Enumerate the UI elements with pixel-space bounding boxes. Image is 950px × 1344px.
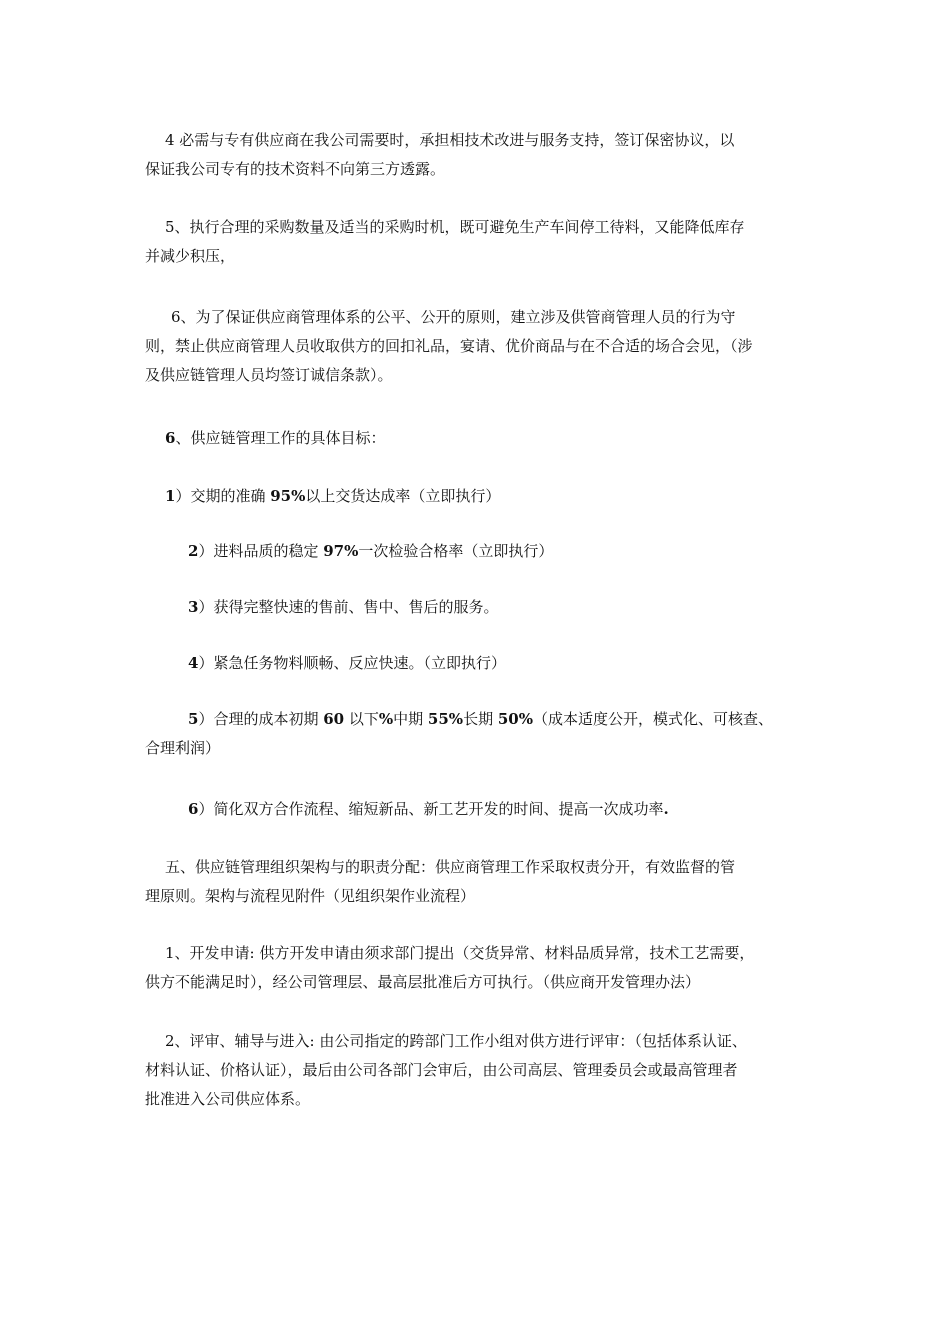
item-number: 6 <box>188 800 199 818</box>
text-line: 五、供应链管理组织架构与的职责分配：供应商管理工作采取权责分开，有效监督的管 <box>165 858 736 876</box>
item-text: ）进料品质的稳定 <box>198 542 324 560</box>
item-number: 2 <box>188 542 199 560</box>
item-text: ）简化双方合作流程、缩短新品、新工艺开发的时间、提高一次成功率 <box>198 800 664 818</box>
text-line: 4 必需与专有供应商在我公司需要时，承担相技术改进与服务支持，签订保密协议，以 <box>165 131 735 149</box>
text-line <box>145 593 810 622</box>
goal-item-2 <box>145 537 810 566</box>
item-text: ）合理的成本初期 <box>198 710 324 728</box>
text-line <box>145 705 810 734</box>
text-line: 6、为了保证供应商管理体系的公平、公开的原则，建立涉及供管商管理人员的行为守 <box>171 308 736 326</box>
goal-item-5 <box>145 705 810 763</box>
text-line: 2、评审、辅导与进入: 由公司指定的跨部门工作小组对供方进行评审：（包括体系认证、 <box>165 1032 747 1050</box>
paragraph-goals-heading <box>145 424 810 453</box>
goal-item-6 <box>145 795 810 824</box>
item-number: 4 <box>188 654 199 672</box>
text-line: 合理利润） <box>145 739 221 757</box>
item-text: 长期 <box>463 710 498 728</box>
text-line: 保证我公司专有的技术资料不向第三方透露。 <box>145 160 446 178</box>
text-line: 并减少积压， <box>145 247 236 265</box>
text-line <box>145 795 810 824</box>
text-line: 1、开发申请: 供方开发申请由须求部门提出（交货异常、材料品质异常，技术工艺需要， <box>165 944 755 962</box>
text-line: 5、执行合理的采购数量及适当的采购时机，既可避免生产车间停工待料，又能降低库存 <box>165 218 745 236</box>
item-figure: 55% <box>427 710 464 728</box>
text-line: 则，禁止供应商管理人员收取供方的回扣礼品，宴请、优价商品与在不合适的场合会见，（涉 <box>145 337 753 355</box>
item-text: ）交期的准确 <box>175 487 271 505</box>
item-text: 以上交货达成率（立即执行） <box>305 487 501 505</box>
item-figure: . <box>663 800 669 818</box>
paragraph-item4-supplier-confidentiality <box>145 126 810 184</box>
text-line <box>145 537 810 566</box>
item-figure: 60 <box>323 710 345 728</box>
paragraph-development-application <box>145 939 810 997</box>
text-line <box>145 649 810 678</box>
text-line: 及供应链管理人员均签订诚信条款）。 <box>145 366 393 384</box>
item-text: 一次检验合格率（立即执行） <box>358 542 554 560</box>
item-figure: 50% <box>497 710 533 728</box>
item-figure: 95% <box>270 487 306 505</box>
item-number: 1 <box>165 487 176 505</box>
text-line: 批准进入公司供应体系。 <box>145 1090 311 1108</box>
item-figure: 97% <box>323 542 359 560</box>
goal-item-4 <box>145 649 810 678</box>
item-text: ）紧急任务物料顺畅、反应快速。（立即执行） <box>198 654 506 672</box>
text-line <box>145 424 810 453</box>
item-number: 3 <box>188 598 199 616</box>
item-figure: % <box>378 710 394 728</box>
item-text: 中期 <box>393 710 428 728</box>
paragraph-item6-fair-principles <box>145 303 810 390</box>
item-text: ）获得完整快速的售前、售中、售后的服务。 <box>198 598 499 616</box>
text-line: 材料认证、价格认证），最后由公司各部门会审后，由公司高层、管理委员会或最高管理者 <box>145 1061 738 1079</box>
paragraph-section5-org-structure <box>145 853 810 911</box>
item-text: 以下 <box>344 710 379 728</box>
goal-item-1 <box>145 482 810 511</box>
item-text: （成本适度公开，模式化、可核查、 <box>532 710 773 728</box>
text-line: 供方不能满足时），经公司管理层、最高层批准后方可执行。（供应商开发管理办法） <box>145 973 701 991</box>
paragraph-item5-purchase-quantity <box>145 213 810 271</box>
item-number: 6 <box>165 429 176 447</box>
item-number: 5 <box>188 710 199 728</box>
text-line: 理原则。架构与流程见附件（见组织架作业流程） <box>145 887 476 905</box>
text-line <box>145 482 810 511</box>
item-text: 、供应链管理工作的具体目标： <box>175 429 386 447</box>
paragraph-review-entry <box>145 1027 810 1114</box>
goal-item-3 <box>145 593 810 622</box>
